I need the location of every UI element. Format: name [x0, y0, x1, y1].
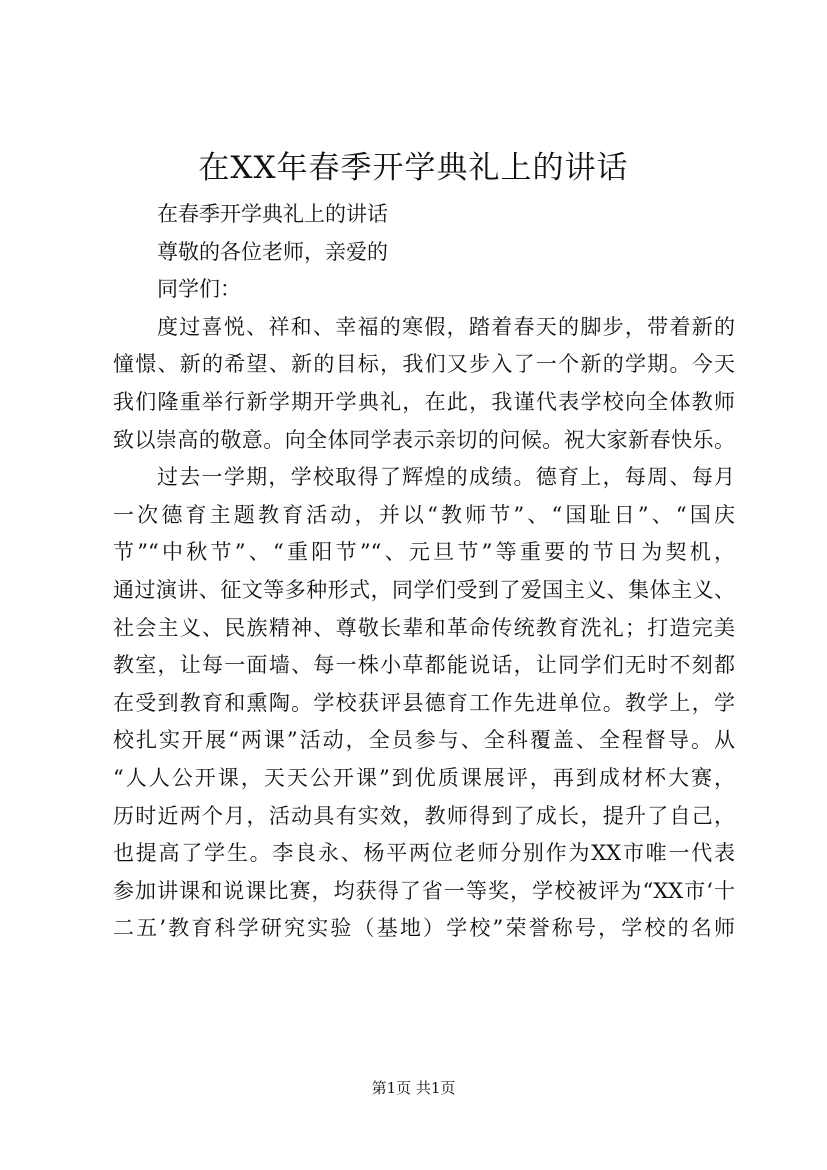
text-line: 我们隆重举行新学期开学典礼，在此，我谨代表学校向全体教师 — [113, 389, 735, 414]
text-line: 通过演讲、征文等多种形式，同学们受到了爱国主义、集体主义、 — [113, 577, 735, 602]
text-line: “人人公开课，天天公开课”到优质课展评，再到成材杯大赛， — [113, 765, 735, 790]
text-line: 教室，让每一面墙、每一株小草都能说话，让同学们无时不刻都 — [113, 653, 735, 678]
text-line: 社会主义、民族精神、尊敬长辈和革命传统教育洗礼；打造完美 — [113, 615, 735, 640]
text-line: 同学们： — [157, 277, 241, 302]
text-line: 在受到教育和熏陶。学校获评县德育工作先进单位。教学上，学 — [113, 690, 735, 715]
text-line: 参加讲课和说课比赛，均获得了省一等奖，学校被评为“XX市‘十 — [113, 878, 735, 903]
text-line: 尊敬的各位老师，亲爱的 — [157, 239, 388, 264]
text-line: 校扎实开展“两课”活动，全员参与、全科覆盖、全程督导。从 — [113, 728, 735, 753]
text-line: 度过喜悦、祥和、幸福的寒假，踏着春天的脚步，带着新的 — [157, 314, 735, 339]
document-body — [113, 196, 735, 948]
text-line: 历时近两个月，活动具有实效，教师得到了成长，提升了自己， — [113, 803, 735, 828]
text-line: 也提高了学生。李良永、杨平两位老师分别作为XX市唯一代表 — [113, 841, 735, 866]
text-line: 一次德育主题教育活动，并以“教师节”、“国耻日”、“国庆 — [113, 502, 735, 527]
page-title: 在XX年春季开学典礼上的讲话 — [198, 150, 629, 186]
text-line: 二五’教育科学研究实验（基地）学校”荣誉称号，学校的名师 — [113, 916, 735, 941]
text-line: 在春季开学典礼上的讲话 — [157, 202, 388, 226]
text-line: 节”“中秋节”、“重阳节”“、元旦节”等重要的节日为契机， — [113, 540, 735, 565]
text-line: 过去一学期，学校取得了辉煌的成绩。德育上，每周、每月 — [157, 465, 735, 490]
text-line: 憧憬、新的希望、新的目标，我们又步入了一个新的学期。今天 — [113, 352, 735, 377]
text-line: 致以崇高的敬意。向全体同学表示亲切的问候。祝大家新春快乐。 — [113, 427, 735, 452]
page-number-footer: 第1页 共1页 — [371, 1079, 456, 1097]
